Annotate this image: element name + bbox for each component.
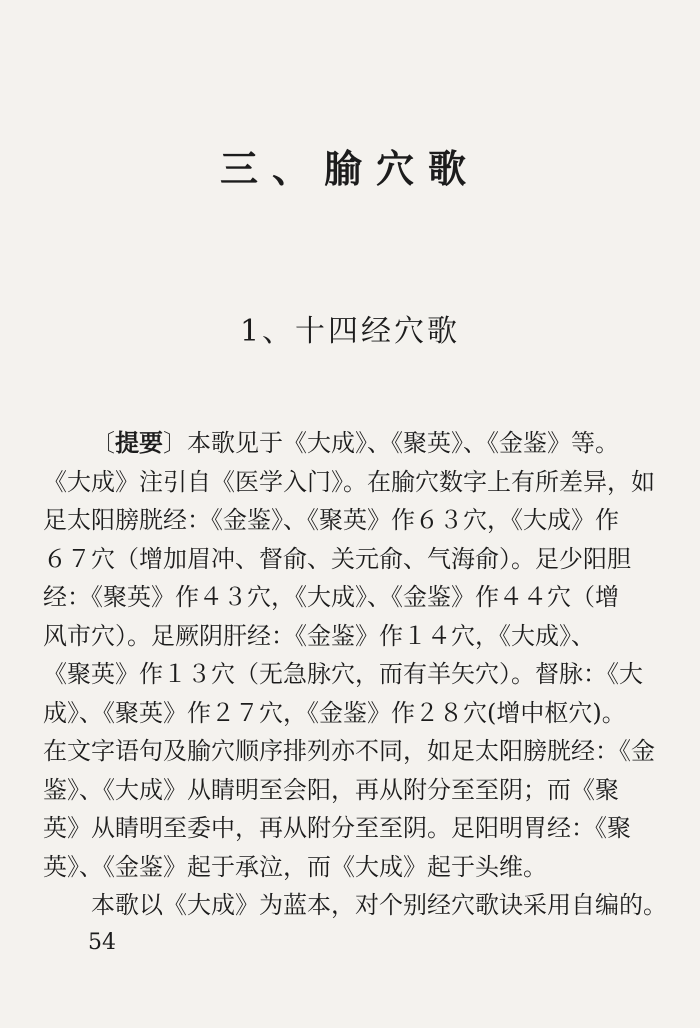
- summary-line: 经：《聚英》作４３穴，《大成》、《金鉴》作４４穴（增: [43, 583, 619, 611]
- chapter-title: 三、腧穴歌: [219, 146, 480, 191]
- summary-line: 成》、《聚英》作２７穴，《金鉴》作２８穴(增中枢穴)。: [43, 698, 626, 727]
- page-number: 54: [88, 930, 116, 955]
- summary-line: 《大成》注引自《医学入门》。在腧穴数字上有所差异，如: [43, 467, 655, 496]
- summary-body: [43, 424, 693, 925]
- summary-line: 英》、《金鉴》起于承泣，而《大成》起于头维。: [43, 852, 547, 881]
- summary-line: 《聚英》作１３穴（无急脉穴，而有羊矢穴）。督脉：《大: [43, 660, 643, 688]
- summary-line: 本歌见于《大成》、《聚英》、《金鉴》等。: [187, 429, 619, 457]
- summary-line: 英》从睛明至委中，再从附分至至阴。足阳明胃经：《聚: [43, 814, 631, 842]
- closing-paragraph: 本歌以《大成》为蓝本，对个别经穴歌诀采用自编的。: [91, 891, 667, 919]
- summary-line: 足太阳膀胱经：《金鉴》、《聚英》作６３穴，《大成》作: [43, 506, 619, 534]
- bracket-close: 〕: [163, 429, 187, 457]
- summary-line: 在文字语句及腧穴顺序排列亦不同，如足太阳膀胱经：《金: [43, 737, 655, 765]
- summary-line: 鉴》、《大成》从睛明至会阳，再从附分至至阴；而《聚: [43, 775, 619, 804]
- summary-line: ６７穴（增加眉冲、督俞、关元俞、气海俞）。足少阳胆: [43, 544, 631, 573]
- summary-first-line: [43, 424, 693, 463]
- section-title: 1、十四经穴歌: [239, 314, 461, 349]
- bracket-open: 〔: [91, 429, 115, 457]
- summary-line: 风市穴）。足厥阴肝经：《金鉴》作１４穴，《大成》、: [43, 621, 595, 650]
- summary-tag: 提要: [115, 428, 163, 457]
